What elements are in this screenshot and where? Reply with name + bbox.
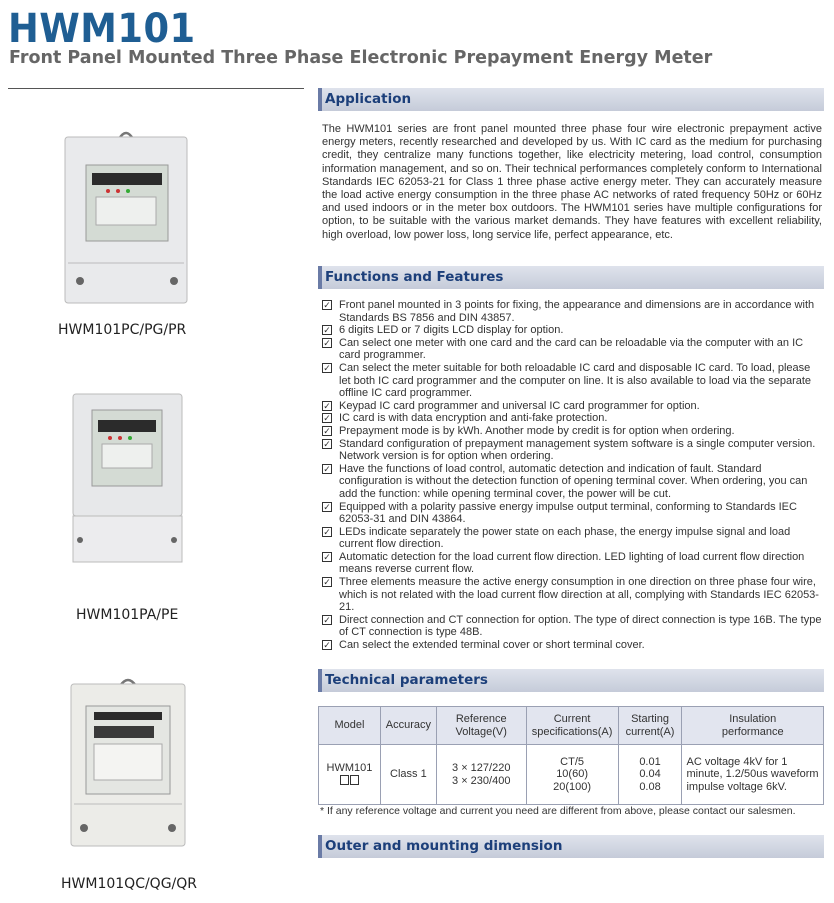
blank-box-icon [340,775,349,785]
table-note: * If any reference voltage and current you need are different from above, please contact our salesmen. [320,805,796,817]
table-header-row [319,707,824,745]
meter-image-qc [68,672,188,850]
checkbox-icon: ✓ [323,438,331,449]
cell-starting: 0.01 0.04 0.08 [618,745,682,805]
list-item: ✓ Can select the extended terminal cover or short terminal cover. [323,639,645,652]
section-title: Outer and mounting dimension [325,838,563,854]
divider [8,88,304,89]
product-label-pc: HWM101PC/PG/PR [58,322,187,338]
section-title: Technical parameters [325,672,488,688]
list-item: ✓ 6 digits LED or 7 digits LCD display for option. [323,324,564,337]
list-item: ✓ Front panel mounted in 3 points for fixing, the appearance and dimensions are in accordance with Standards BS 7856 and DIN 43857. [323,299,815,324]
checkbox-icon: ✓ [323,400,331,411]
column-header-model: Model [319,707,381,745]
checkbox-icon: ✓ [323,551,331,562]
cell-current: CT/5 10(60) 20(100) [526,745,618,805]
blank-box-icon [350,775,359,785]
list-item: ✓ Standard configuration of prepayment management system software is a single computer version. Network version is for option when ordering. [323,437,816,463]
section-title: Functions and Features [325,269,504,285]
cell-model: HWM101 [319,745,381,805]
section-header-functions [318,266,824,289]
list-item: ✓ LEDs indicate separately the power state on each phase, the energy impulse signal and load current flow direction. [323,525,791,551]
list-item: ✓ Prepayment mode is by kWh. Another mode by credit is for option when ordering. [323,424,735,437]
column-header-current: Current specifications(A) [526,707,618,745]
list-item: ✓ Automatic detection for the load current flow direction. LED lighting of load current flow direction means reverse current flow. [323,550,805,576]
list-item: ✓ Three elements measure the active energy consumption in one direction on three phase four wire, which is not related with the load current flow direction at all, complying with Standards IEC 62053-21. [323,576,819,614]
list-item: ✓ Have the functions of load control, automatic detection and indication of fault. Standard configuration is without the detection function of opening terminal cover. When ordering, you can add the function: while opening terminal cover, the power will be cut. [323,462,808,500]
section-header-technical [318,669,824,692]
checkbox-icon: ✓ [323,463,331,474]
table-row [319,745,824,805]
cell-insulation: AC voltage 4kV for 1 minute, 1.2/50us waveform impulse voltage 6kV. [682,745,824,805]
page-subtitle: Front Panel Mounted Three Phase Electronic Prepayment Energy Meter [9,48,713,68]
meter-image-pa [70,390,185,565]
list-item: ✓ Keypad IC card programmer and universal IC card programmer for option. [323,399,700,412]
checkbox-icon: ✓ [323,577,331,588]
column-header-starting: Starting current(A) [618,707,682,745]
application-paragraph: The HWM101 series are front panel mounted three phase four wire electronic prepayment active energy meters, recently researched and developed by us. With IC card as the medium for purchasing credit, they centralize many functions together, like electricity metering, load control, consumption information management, and so on. Their technical performances completely conform to International Standards IEC 62053-21 for Class 1 three phase active energy meter. They can accurately measure the load active energy consumption in the three phase AC networks of rated frequency 50Hz or 60Hz and used indoors or in the meter box outdoors. The HWM101 series have multiple configurations for option, to be suitable with the various market demands. They have features with excellent reliability, high overload, low power loss, long service life, perfect appearance, etc. [322,123,822,241]
checkbox-icon: ✓ [323,526,331,537]
list-item: ✓ IC card is with data encryption and anti-fake protection. [323,412,608,425]
feature-list [322,299,823,652]
section-header-application [318,88,824,111]
list-item: ✓ Can select one meter with one card and the card can be reloadable via the computer with an IC card programmer. [323,336,804,362]
checkbox-icon: ✓ [323,337,331,348]
cell-voltage: 3 × 127/220 3 × 230/400 [436,745,526,805]
checkbox-icon: ✓ [323,362,331,373]
checkbox-icon: ✓ [323,425,331,436]
checkbox-icon: ✓ [323,614,331,625]
list-item: ✓ Can select the meter suitable for both reloadable IC card and disposable IC card. To load, please let both IC card programmer and the computer on line. It is also available to load via the separate offline IC card programmer. [323,361,812,400]
checkbox-icon: ✓ [323,300,331,310]
checkbox-icon: ✓ [323,413,331,424]
column-header-accuracy: Accuracy [380,707,436,745]
product-label-qc: HWM101QC/QG/QR [61,876,198,892]
checkbox-icon: ✓ [323,501,331,512]
section-header-outer [318,835,824,858]
cell-accuracy: Class 1 [380,745,436,805]
product-label-pa: HWM101PA/PE [76,607,179,623]
column-header-insulation: Insulation performance [682,707,824,745]
spec-table [318,706,824,805]
column-header-voltage: Reference Voltage(V) [436,707,526,745]
page-title: HWM101 [8,6,196,52]
meter-image-pc [62,125,190,305]
checkbox-icon: ✓ [323,325,331,336]
checkbox-icon: ✓ [323,640,331,651]
list-item: ✓ Equipped with a polarity passive energy impulse output terminal, conforming to Standards IEC 62053-31 and DIN 43864. [323,500,797,526]
list-item: ✓ Direct connection and CT connection for option. The type of direct connection is type 16B. The type of CT connection is type 48B. [323,613,822,639]
section-title: Application [325,91,412,107]
